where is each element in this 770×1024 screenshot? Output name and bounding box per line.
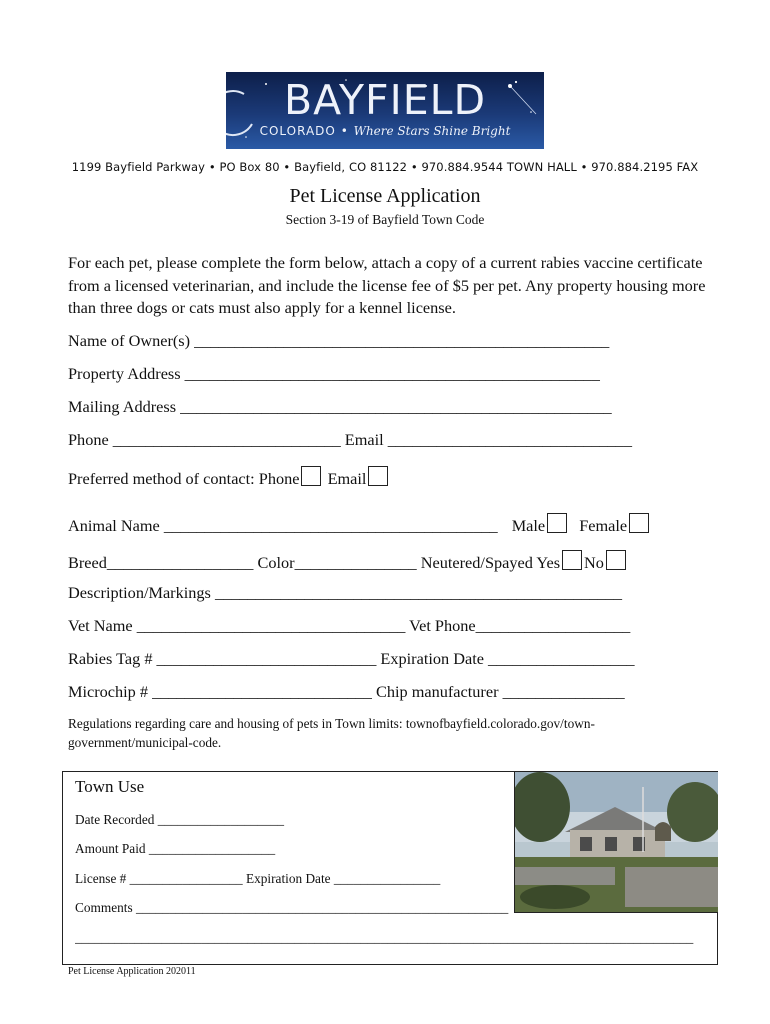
phone-field[interactable]: Phone ____________________________ xyxy=(68,430,341,449)
town-hall-photo xyxy=(514,772,718,913)
rabies-expiration-field[interactable]: Expiration Date __________________ xyxy=(380,649,635,668)
form-title: Pet License Application xyxy=(289,185,481,207)
male-label: Male xyxy=(511,516,546,535)
logo-separator: • xyxy=(340,124,349,138)
form-subtitle: Section 3-19 of Bayfield Town Code xyxy=(285,212,485,227)
town-expiration-field[interactable]: Expiration Date ________________ xyxy=(246,871,441,886)
breed-row xyxy=(68,550,628,573)
animal-name-field[interactable]: Animal Name _________________________________________ xyxy=(68,516,498,535)
mailing-address-field[interactable]: Mailing Address _____________________________________________________ xyxy=(68,397,612,416)
comments-extra-line[interactable]: _____________________________________________________________________________________________ xyxy=(75,930,694,945)
contact-method-label: Preferred method of contact: xyxy=(68,469,255,488)
contact-email-checkbox[interactable] xyxy=(368,466,388,486)
owner-name-field[interactable]: Name of Owner(s) ___________________________________________________ xyxy=(68,331,610,350)
animal-row xyxy=(68,513,651,536)
license-number-field[interactable]: License # _________________ xyxy=(75,871,243,886)
amount-paid-field[interactable]: Amount Paid ___________________ xyxy=(75,841,276,856)
contact-email-label: Email xyxy=(327,469,367,488)
regulations-note: Regulations regarding care and housing of pets in Town limits: townofbayfield.colorado.gov/town-government/municipal-code. xyxy=(68,716,595,750)
contact-phone-checkbox[interactable] xyxy=(301,466,321,486)
logo-tagline xyxy=(226,124,544,138)
chip-manufacturer-field[interactable]: Chip manufacturer _______________ xyxy=(375,682,625,701)
town-hall-photo-image xyxy=(515,772,718,912)
neutered-no-label: No xyxy=(584,553,604,572)
property-address-field[interactable]: Property Address ___________________________________________________ xyxy=(68,364,600,383)
contact-phone-label: Phone xyxy=(258,469,300,488)
town-address-line: 1199 Bayfield Parkway • PO Box 80 • Bayfield, CO 81122 • 970.884.9544 TOWN HALL • 970.884.2195 FAX xyxy=(71,160,699,174)
color-field[interactable]: Color_______________ xyxy=(257,553,417,572)
bayfield-logo xyxy=(226,72,544,149)
neutered-no-checkbox[interactable] xyxy=(606,550,626,570)
comments-field[interactable]: Comments ________________________________________________________ xyxy=(75,900,509,915)
female-checkbox[interactable] xyxy=(629,513,649,533)
vet-name-field[interactable]: Vet Name _________________________________ xyxy=(68,616,406,635)
town-use-heading: Town Use xyxy=(75,777,145,796)
neutered-yes-checkbox[interactable] xyxy=(562,550,582,570)
description-field[interactable]: Description/Markings __________________________________________________ xyxy=(68,583,622,602)
town-use-section xyxy=(62,771,718,965)
male-checkbox[interactable] xyxy=(547,513,567,533)
footer-form-id: Pet License Application 202011 xyxy=(68,966,196,977)
logo-name: BAYFIELD xyxy=(283,76,487,124)
date-recorded-field[interactable]: Date Recorded ___________________ xyxy=(75,812,285,827)
logo-state: COLORADO xyxy=(259,124,336,138)
breed-field[interactable]: Breed__________________ xyxy=(68,553,254,572)
vet-phone-field[interactable]: Vet Phone___________________ xyxy=(409,616,631,635)
microchip-field[interactable]: Microchip # ___________________________ xyxy=(68,682,372,701)
preferred-contact-row xyxy=(68,466,390,489)
neutered-label: Neutered/Spayed Yes xyxy=(420,553,561,572)
form-instructions: For each pet, please complete the form below, attach a copy of a current rabies vaccine certificate from a licensed veterinarian, and include the license fee of $5 per pet. Any property housing more than three dogs or cats must also apply for a kennel license. xyxy=(68,253,706,317)
email-field[interactable]: Email ______________________________ xyxy=(344,430,632,449)
logo-slogan: Where Stars Shine Bright xyxy=(353,124,511,138)
rabies-tag-field[interactable]: Rabies Tag # ___________________________ xyxy=(68,649,377,668)
female-label: Female xyxy=(579,516,628,535)
